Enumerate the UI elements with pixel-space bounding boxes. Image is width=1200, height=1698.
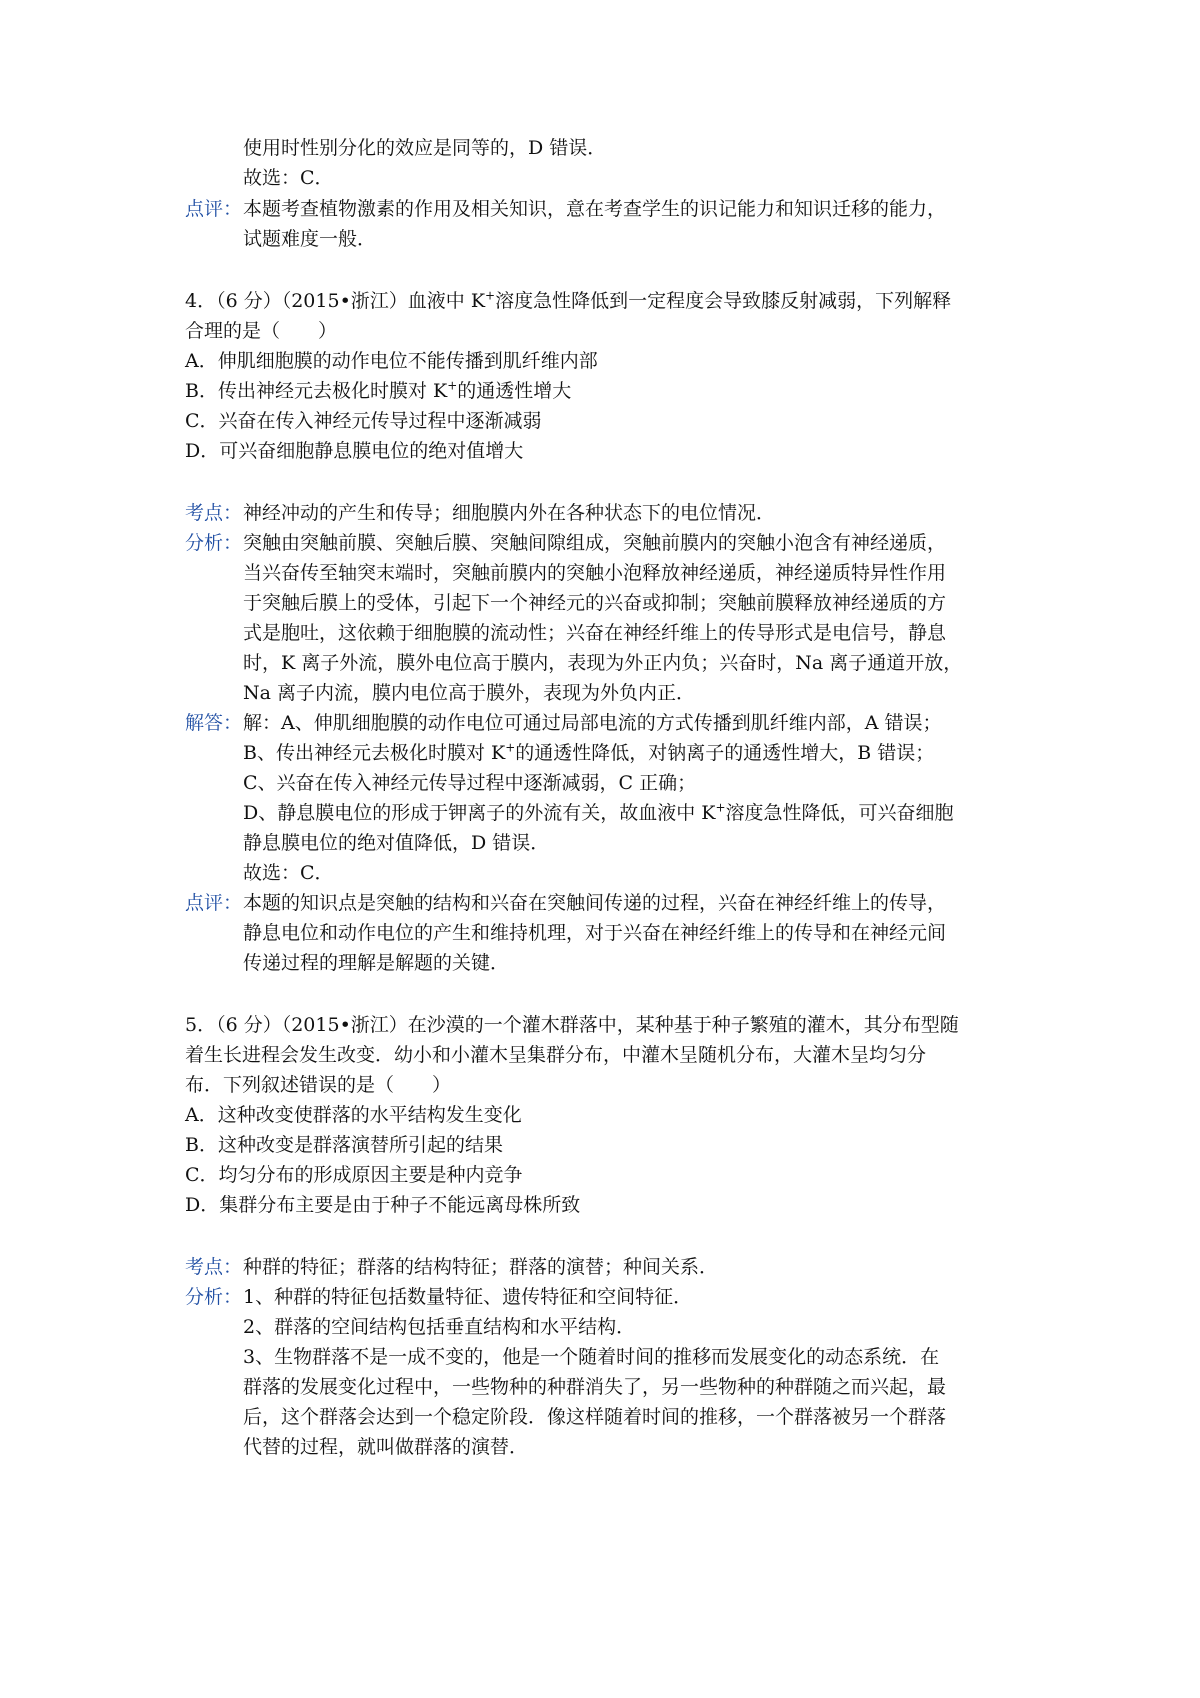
q5-point: 种群的特征；群落的结构特征；群落的演替；种间关系． [243,1256,719,1278]
q4-solution-line-4-part-a: D、静息膜电位的形成于钾离子的外流有关，故血液中 K [243,802,716,824]
q4-analysis-line-5: 时，K 离子外流，膜外电位高于膜内，表现为外正内负；兴奋时，Na 离子通道开放， [243,652,963,674]
q4-solution-line-2-superscript: + [505,740,516,755]
q4-comment-label: 点评： [185,892,243,914]
q4-analysis-line-4: 式是胞吐，这依赖于细胞膜的流动性；兴奋在神经纤维上的传导形式是电信号，静息 [243,622,947,644]
q4-solution-line-3: C、兴奋在传入神经元传导过程中逐渐减弱，C 正确； [243,772,697,794]
q4-option-b-superscript: + [447,378,458,393]
carryover-comment-line-2: 试题难度一般． [243,228,377,250]
q5-analysis-line-2: 2、群落的空间结构包括垂直结构和水平结构． [243,1316,636,1338]
q4-solution-line-1: 解：A、伸肌细胞膜的动作电位可通过局部电流的方式传播到肌纤维内部，A 错误； [243,712,942,734]
q4-stem-line-1 [185,286,951,316]
q4-option-a: A．伸肌细胞膜的动作电位不能传播到肌纤维内部 [185,350,598,372]
q4-point: 神经冲动的产生和传导；细胞膜内外在各种状态下的电位情况． [243,502,776,524]
q4-solution-line-4-part-b: 溶度急性降低，可兴奋细胞 [725,802,954,824]
q4-option-b [185,376,571,406]
carryover-analysis-tail: 使用时性别分化的效应是同等的，D 错误． [243,137,607,159]
q4-comment-line-3: 传递过程的理解是解题的关键． [243,952,510,974]
q4-option-b-part-b: 的通透性增大 [457,380,572,402]
q5-point-label: 考点： [185,1256,243,1278]
q4-analysis-line-6: Na 离子内流，膜内电位高于膜外，表现为外负内正． [243,682,695,704]
q5-stem-line-1: 5．（6 分）（2015•浙江）在沙漠的一个灌木群落中，某种基于种子繁殖的灌木，其分布型随 [185,1014,959,1036]
q5-option-b: B．这种改变是群落演替所引起的结果 [185,1134,503,1156]
q4-option-c: C．兴奋在传入神经元传导过程中逐渐减弱 [185,410,542,432]
q5-analysis-line-5: 后，这个群落会达到一个稳定阶段．像这样随着时间的推移，一个群落被另一个群落 [243,1406,947,1428]
carryover-answer: 故选：C． [243,167,334,189]
q5-analysis-line-3: 3、生物群落不是一成不变的，他是一个随着时间的推移而发展变化的动态系统．在 [243,1346,940,1368]
q5-stem-line-3: 布．下列叙述错误的是（ ） [185,1074,452,1096]
q5-option-c: C．均匀分布的形成原因主要是种内竞争 [185,1164,523,1186]
q5-analysis-line-4: 群落的发展变化过程中，一些物种的种群消失了，另一些物种的种群随之而兴起，最 [243,1376,947,1398]
q4-solution-line-2-part-a: B、传出神经元去极化时膜对 K [243,742,506,764]
q4-option-b-part-a: B．传出神经元去极化时膜对 K [185,380,448,402]
carryover-comment-label: 点评： [185,198,243,220]
q4-analysis-label: 分析： [185,532,243,554]
q4-option-d: D．可兴奋细胞静息膜电位的绝对值增大 [185,440,524,462]
q5-analysis-label: 分析： [185,1286,243,1308]
q4-solution-line-6: 故选：C． [243,862,334,884]
q5-analysis-line-1: 1、种群的特征包括数量特征、遗传特征和空间特征． [243,1286,693,1308]
q5-stem-line-2: 着生长进程会发生改变．幼小和小灌木呈集群分布，中灌木呈随机分布，大灌木呈均匀分 [185,1044,927,1066]
q4-stem-line-2: 合理的是（ ） [185,320,338,342]
q4-stem-part-a: 4．（6 分）（2015•浙江）血液中 K [185,290,486,312]
q4-point-label: 考点： [185,502,243,524]
q5-analysis-line-6: 代替的过程，就叫做群落的演替． [243,1436,529,1458]
q4-comment-line-1: 本题的知识点是突触的结构和兴奋在突触间传递的过程，兴奋在神经纤维上的传导， [243,892,947,914]
q4-solution-line-4-superscript: + [715,800,726,815]
q4-stem-part-b: 溶度急性降低到一定程度会导致膝反射减弱，下列解释 [495,290,952,312]
q4-analysis-line-3: 于突触后膜上的受体，引起下一个神经元的兴奋或抑制；突触前膜释放神经递质的方 [243,592,947,614]
carryover-comment-line-1: 本题考查植物激素的作用及相关知识，意在考查学生的识记能力和知识迁移的能力， [243,198,947,220]
q5-option-d: D．集群分布主要是由于种子不能远离母株所致 [185,1194,581,1216]
q4-analysis-line-2: 当兴奋传至轴突末端时，突触前膜内的突触小泡释放神经递质，神经递质特异性作用 [243,562,947,584]
q4-solution-line-2-part-b: 的通透性降低，对钠离子的通透性增大，B 错误； [515,742,935,764]
q4-comment-line-2: 静息电位和动作电位的产生和维持机理，对于兴奋在神经纤维上的传导和在神经元间 [243,922,947,944]
q4-solution-line-2 [243,738,934,768]
q4-solution-label: 解答： [185,712,243,734]
q4-analysis-line-1: 突触由突触前膜、突触后膜、突触间隙组成，突触前膜内的突触小泡含有神经递质， [243,532,947,554]
q5-option-a: A．这种改变使群落的水平结构发生变化 [185,1104,522,1126]
q4-solution-line-4 [243,798,954,828]
q4-solution-line-5: 静息膜电位的绝对值降低，D 错误． [243,832,550,854]
q4-stem-superscript: + [485,288,496,303]
